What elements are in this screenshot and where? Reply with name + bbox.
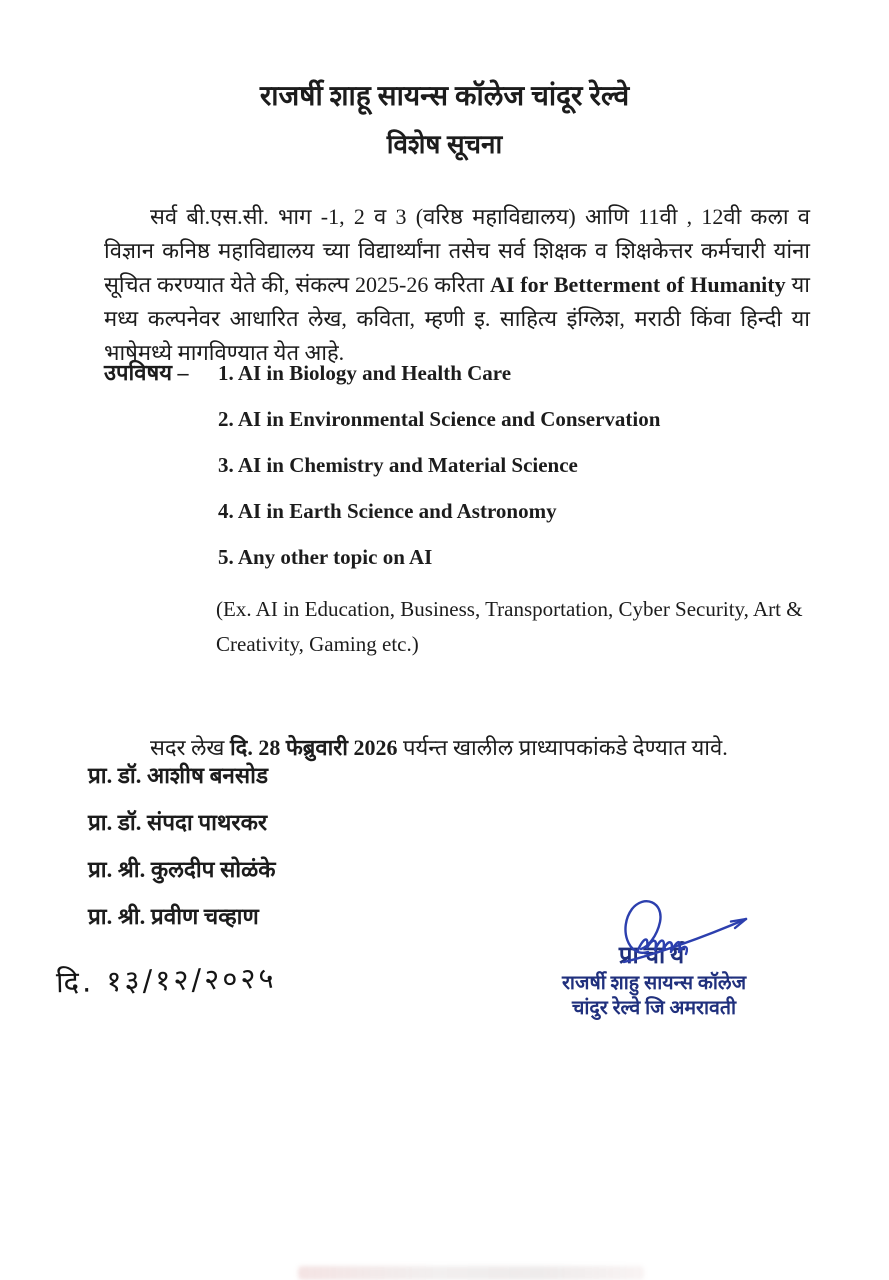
subtopic-item: 3. AI in Chemistry and Material Science <box>218 453 578 477</box>
professor-name: प्रा. डॉ. आशीष बनसोड <box>88 763 268 788</box>
intro-text-part1: सर्व बी.एस.सी. भाग -1, 2 व 3 (वरिष्ठ महाविद्यालय) आणि 11वी , 12वी कला व विज्ञान कनिष्ठ महाविद्यालय च्या विद्यार्थ्यांना तसेच सर्व शिक्षक व शिक्षकेत्तर कर्मचारी यांना सूचित करण्यात येते की, संकल्प 2025-26 करिता <box>104 204 810 297</box>
professor-list <box>88 764 276 952</box>
subtopic-item: 1. AI in Biology and Health Care <box>218 361 512 385</box>
handwritten-date: दि. १३/१२/२०२५ <box>55 960 277 1000</box>
college-title: राजर्षी शाहू सायन्स कॉलेज चांदूर रेल्वे <box>259 81 630 112</box>
intro-text-part2: या मध्य कल्पनेवर आधारित लेख, कविता, म्हणी इ. साहित्य इंग्लिश, मराठी किंवा हिन्दी या भाषेमध्ये मागविण्यात येत आहे. <box>104 272 810 365</box>
theme-title-bold: AI for Betterment of Humanity <box>489 272 786 297</box>
stamp-college-line1: राजर्षी शाहु सायन्स कॉलेज <box>561 973 747 994</box>
intro-paragraph <box>104 200 810 370</box>
professor-name: प्रा. श्री. प्रवीण चव्हाण <box>88 904 259 929</box>
subtopics-list <box>218 362 828 592</box>
subtopics-label: उपविषय – <box>104 360 189 385</box>
deadline-post-text: पर्यन्त खालील प्राध्यापकांकडे देण्यात यावे. <box>397 735 728 760</box>
submission-deadline-line <box>150 732 728 762</box>
principal-designation: प्राचार्य <box>618 943 690 969</box>
deadline-date-bold: दि. 28 फेब्रुवारी 2026 <box>229 735 398 760</box>
notice-title: विशेष सूचना <box>386 130 503 159</box>
stamp-college-line2: चांदुर रेल्वे जि अमरावती <box>571 998 737 1019</box>
professor-name: प्रा. श्री. कुलदीप सोळंके <box>88 857 276 882</box>
subtopic-item: 4. AI in Earth Science and Astronomy <box>218 499 557 523</box>
subtopic-item: 2. AI in Environmental Science and Conservation <box>218 407 661 431</box>
subtopic-item: 5. Any other topic on AI <box>218 545 433 569</box>
scan-cutoff-artifact <box>298 1266 644 1280</box>
examples-note: (Ex. AI in Education, Business, Transportation, Cyber Security, Art & Creativity, Gaming etc.) <box>216 597 803 656</box>
principal-signature-block <box>540 938 768 1021</box>
deadline-pre-text: सदर लेख <box>150 735 230 760</box>
professor-name: प्रा. डॉ. संपदा पाथरकर <box>88 810 268 835</box>
